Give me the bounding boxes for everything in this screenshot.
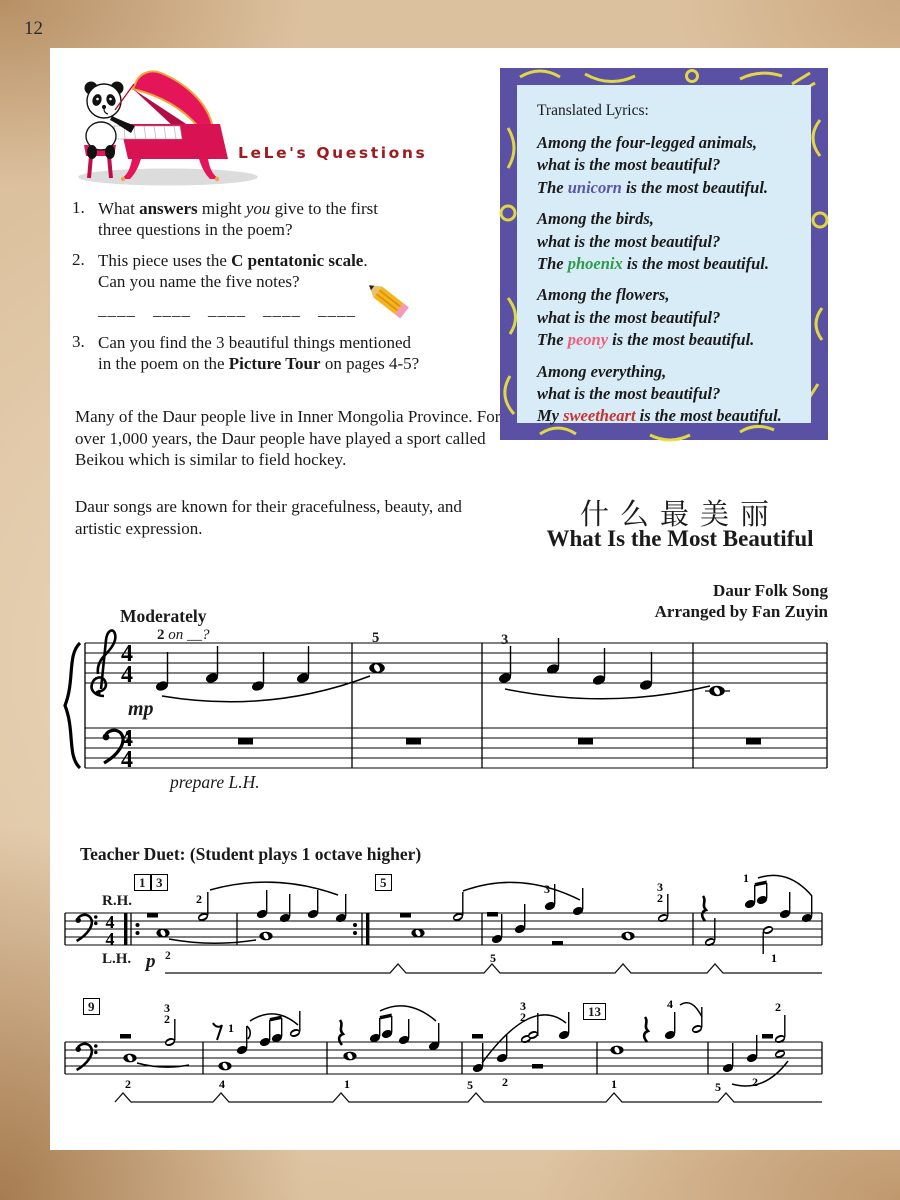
prepare-lh-label: prepare L.H. [170,772,260,792]
duet-measure-13 [610,997,703,1091]
stanza-line [537,253,797,275]
pencil-icon [362,274,414,326]
q1-bold: answers [139,199,198,218]
finger-number: 3 [544,882,550,896]
q1-seg: might [197,199,246,218]
duet-measure-9 [120,1001,189,1091]
grand-staff-brace [65,643,80,768]
stanza-line: Among everything, [537,361,667,381]
finger-number: 5 [490,951,496,965]
finger-number: 1 [611,1077,617,1091]
teacher-duet-heading: Teacher Duet: (Student plays 1 octave higher) [80,844,422,864]
finger-number: 1 [344,1077,350,1091]
melody-measure-2 [369,663,385,673]
hint-finger-number: 2 [157,627,165,643]
finger-number: 3 [520,999,526,1013]
right-hand-label: R.H. [102,893,132,909]
finger-number: 3 [164,1001,170,1015]
finger-number: 3 [657,880,663,894]
finger-number: 2 [125,1077,131,1091]
finger-number: 5 [467,1078,473,1092]
duet-staff-line-2 [50,995,900,1130]
highlight-phoenix: phoenix [567,254,623,274]
time-signature-bottom: 4 [121,662,133,688]
daur-paragraph-1: Many of the Daur people live in Inner Mongolia Province. For over 1,000 years, the Daur people have played a sport called Beikou which is similar to field hockey. [75,407,501,469]
q1-text [98,198,443,240]
measure-box-13: 13 [583,1003,606,1020]
lyrics-panel [517,85,811,426]
duet-measure-4 [487,880,669,965]
dynamic-p: p [146,951,156,972]
stanza-seg: is the most beautiful. [635,406,782,426]
finger-number: 1 [771,951,777,965]
treble-staff-lines [85,643,827,683]
barlines [85,643,827,768]
credit-arranger: Arranged by Fan Zuyin [654,602,828,621]
stanza-line: Among the birds, [537,209,654,229]
hint-text: on [164,627,187,643]
measure-box-5: 5 [375,874,392,891]
blank[interactable]: ____ [263,300,301,319]
stanza-line [537,405,797,427]
credit-folk-song: Daur Folk Song [713,581,828,600]
q3-number: 3. [72,332,85,351]
page-number: 12 [24,18,43,39]
song-title-english: What Is the Most Beautiful [546,526,814,551]
measure-box-9: 9 [83,998,100,1015]
q2-bold: C pentatonic scale [231,251,364,270]
highlight-sweetheart: sweetheart [563,406,636,426]
lele-questions-title: LeLe's Questions [238,144,428,162]
panda-piano-illustration [70,66,270,190]
q2-seg: This piece uses the [98,251,232,270]
bass-whole-rests [238,738,761,745]
duet-measure-10 [213,1011,301,1091]
melody-measure-4 [705,686,730,696]
duet-measure-14 [715,1000,788,1094]
daur-paragraph-2: Daur songs are known for their gracefulness, beauty, and artistic expression. [75,497,462,538]
stanza-3 [537,284,797,351]
stanza-seg: is the most beautiful. [608,330,755,350]
duet-measure-2 [256,890,348,940]
finger-number: 1 [228,1021,234,1035]
stanza-line [537,329,797,351]
melody-measure-3 [498,638,710,699]
stanza-seg: The [537,254,568,274]
shadow [78,169,258,186]
q1-seg: What [98,199,140,218]
stanza-4 [537,361,797,428]
stanza-line: Among the four-legged animals, [537,133,758,152]
pedal-line [115,1093,822,1102]
fingering-hint [157,627,210,644]
q2-seg: . [363,251,368,270]
stanza-seg: is the most beautiful. [621,177,769,197]
finger-number-m3: 3 [501,632,509,648]
melody-measure-1 [155,646,370,702]
q1-line2: three questions in the poem? [98,220,293,239]
finger-number: 2 [520,1010,526,1024]
dynamic-mp: mp [128,698,154,720]
measure-box-1: 1 [134,874,151,891]
measure-box-3: 3 [151,874,168,891]
stanza-seg: The [537,330,568,350]
time-signature-bottom: 4 [105,929,115,949]
finger-number: 2 [775,1000,781,1014]
q2-number: 2. [72,250,85,269]
stanza-line [537,177,797,199]
lyrics-heading: Translated Lyrics: [537,102,649,119]
q1-seg: give to the first [270,199,379,218]
finger-number: 2 [657,891,663,905]
blank[interactable]: ____ [98,300,136,319]
q3-seg: in the poem on the [98,354,229,373]
finger-number: 2 [164,1012,170,1026]
q1-number: 1. [72,198,85,217]
stanza-line: Among the flowers, [537,285,670,305]
tempo-marking: Moderately [120,606,207,626]
bass-staff-lines [85,728,827,768]
stanza-line: what is the most beautiful? [537,155,721,175]
finger-number: 5 [715,1080,721,1094]
duet-measure-5 [702,871,813,965]
q3-line1: Can you find the 3 beautiful things mentioned [98,333,412,352]
highlight-peony: peony [567,330,609,350]
hint-blank[interactable]: __? [187,627,210,643]
highlight-unicorn: unicorn [567,177,622,197]
time-signature-top-bass: 4 [121,726,133,752]
answer-blanks[interactable] [98,300,373,320]
time-signature-bottom-bass: 4 [121,747,133,773]
page-content [50,48,900,1150]
stanza-line: what is the most beautiful? [537,384,721,404]
duet-measure-11 [339,1006,440,1091]
time-signature-top: 4 [121,641,133,667]
finger-number: 4 [667,997,673,1011]
panda [84,82,135,179]
stanza-seg: is the most beautiful. [622,254,769,274]
finger-number: 1 [743,871,749,885]
blank[interactable]: ____ [318,300,356,319]
stanza-seg: The [537,177,568,197]
translated-lyrics-box [500,68,828,440]
blank[interactable]: ____ [153,300,191,319]
q2-line2: Can you name the five notes? [98,272,300,291]
blank[interactable]: ____ [208,300,246,319]
time-signature-top: 4 [105,912,115,932]
finger-number: 2 [752,1075,758,1089]
q1-italic: you [245,199,271,218]
finger-number: 4 [219,1077,225,1091]
q3-bold: Picture Tour [228,354,321,373]
finger-number: 2 [196,892,202,906]
pedal-line [165,964,822,973]
duet-measure-12 [467,999,570,1092]
finger-number-m2: 5 [372,630,380,646]
stanza-2 [537,208,797,275]
q3-seg: on pages 4-5? [320,354,420,373]
finger-number: 2 [502,1075,508,1089]
q3-text [98,332,458,374]
song-title-chinese: 什么最美丽 [579,499,780,531]
duet-staff-line-1 [50,870,900,1005]
left-hand-label: L.H. [102,951,132,967]
stanza-seg: My [537,406,564,426]
stanza-line: what is the most beautiful? [537,231,721,251]
stanza-line: what is the most beautiful? [537,307,721,327]
stanza-1 [537,132,797,199]
finger-number: 2 [165,950,171,962]
